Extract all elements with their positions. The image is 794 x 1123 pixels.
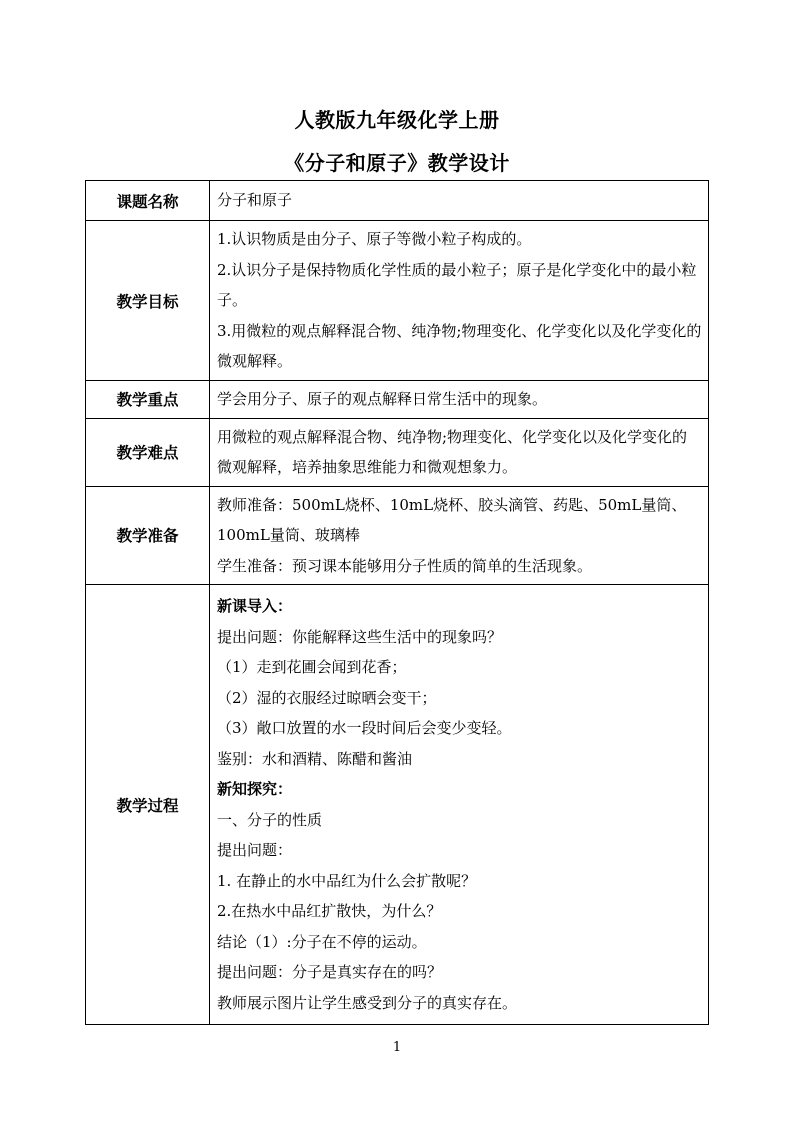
content-line: 教师展示图片让学生感受到分子的真实存在。 (217, 993, 518, 1012)
table-row-process (86, 585, 709, 1025)
content-line: （2）湿的衣服经过晾晒会变干； (217, 688, 437, 707)
document-subtitle: 《分子和原子》教学设计 (284, 151, 510, 175)
row-content-objectives (210, 221, 709, 381)
row-label-process: 教学过程 (86, 585, 210, 1025)
row-content-topic (210, 181, 709, 221)
row-content-preparation (210, 486, 709, 585)
row-content-key-points (210, 381, 709, 419)
content-line: 学生准备：预习课本能够用分子性质的简单的生活现象。 (217, 556, 593, 575)
content-line: 分子和原子 (217, 191, 293, 210)
content-line: 提出问题： (217, 841, 293, 859)
row-label-preparation: 教学准备 (86, 486, 210, 585)
row-label-key-points: 教学重点 (86, 381, 210, 419)
content-line: 提出问题：分子是真实存在的吗？ (217, 963, 443, 981)
table-row-objectives (86, 221, 709, 381)
content-line: 一、分子的性质 (217, 810, 323, 829)
row-content-difficulties (210, 418, 709, 486)
content-line: 1.认识物质是由分子、原子等微小粒子构成的。 (217, 230, 532, 249)
content-line: （1）走到花圃会闻到花香； (217, 658, 407, 676)
document-title: 人教版九年级化学上册 (294, 108, 500, 132)
content-line: （3）敞口放置的水一段时间后会变少变轻。 (217, 719, 512, 737)
content-line: 结论（1）:分子在不停的运动。 (217, 932, 427, 951)
page-number: 1 (392, 1040, 402, 1055)
content-line: 2.在热水中品红扩散快，为什么？ (217, 902, 442, 920)
row-content-process (210, 585, 709, 1025)
lesson-plan-table (85, 180, 709, 1025)
table-row-difficulties (86, 418, 709, 486)
content-line: 教师准备：500mL烧杯、10mL烧杯、胶头滴管、药匙、50mL量筒、100mL量筒、玻璃棒 (217, 495, 687, 544)
table-row-topic (86, 181, 709, 221)
content-line: 用微粒的观点解释混合物、纯净物;物理变化、化学变化以及化学变化的微观解释，培养抽象思维能力和微观想象力。 (217, 427, 688, 476)
row-label-topic: 课题名称 (86, 181, 210, 221)
section-heading: 新知探究： (217, 780, 293, 798)
content-line: 3.用微粒的观点解释混合物、纯净物;物理变化、化学变化以及化学变化的微观解释。 (217, 321, 702, 371)
content-line: 2.认识分子是保持物质化学性质的最小粒子；原子是化学变化中的最小粒子。 (217, 260, 697, 310)
row-label-objectives: 教学目标 (86, 221, 210, 381)
content-line: 提出问题：你能解释这些生活中的现象吗？ (217, 627, 503, 646)
content-line: 1. 在静止的水中品红为什么会扩散呢？ (217, 871, 477, 890)
section-heading: 新课导入： (217, 597, 293, 615)
content-line: 鉴别：水和酒精、陈醋和酱油 (217, 749, 413, 768)
row-label-difficulties: 教学难点 (86, 418, 210, 486)
table-row-key-points (86, 381, 709, 419)
table-row-preparation (86, 486, 709, 585)
content-line: 学会用分子、原子的观点解释日常生活中的现象。 (217, 390, 548, 408)
